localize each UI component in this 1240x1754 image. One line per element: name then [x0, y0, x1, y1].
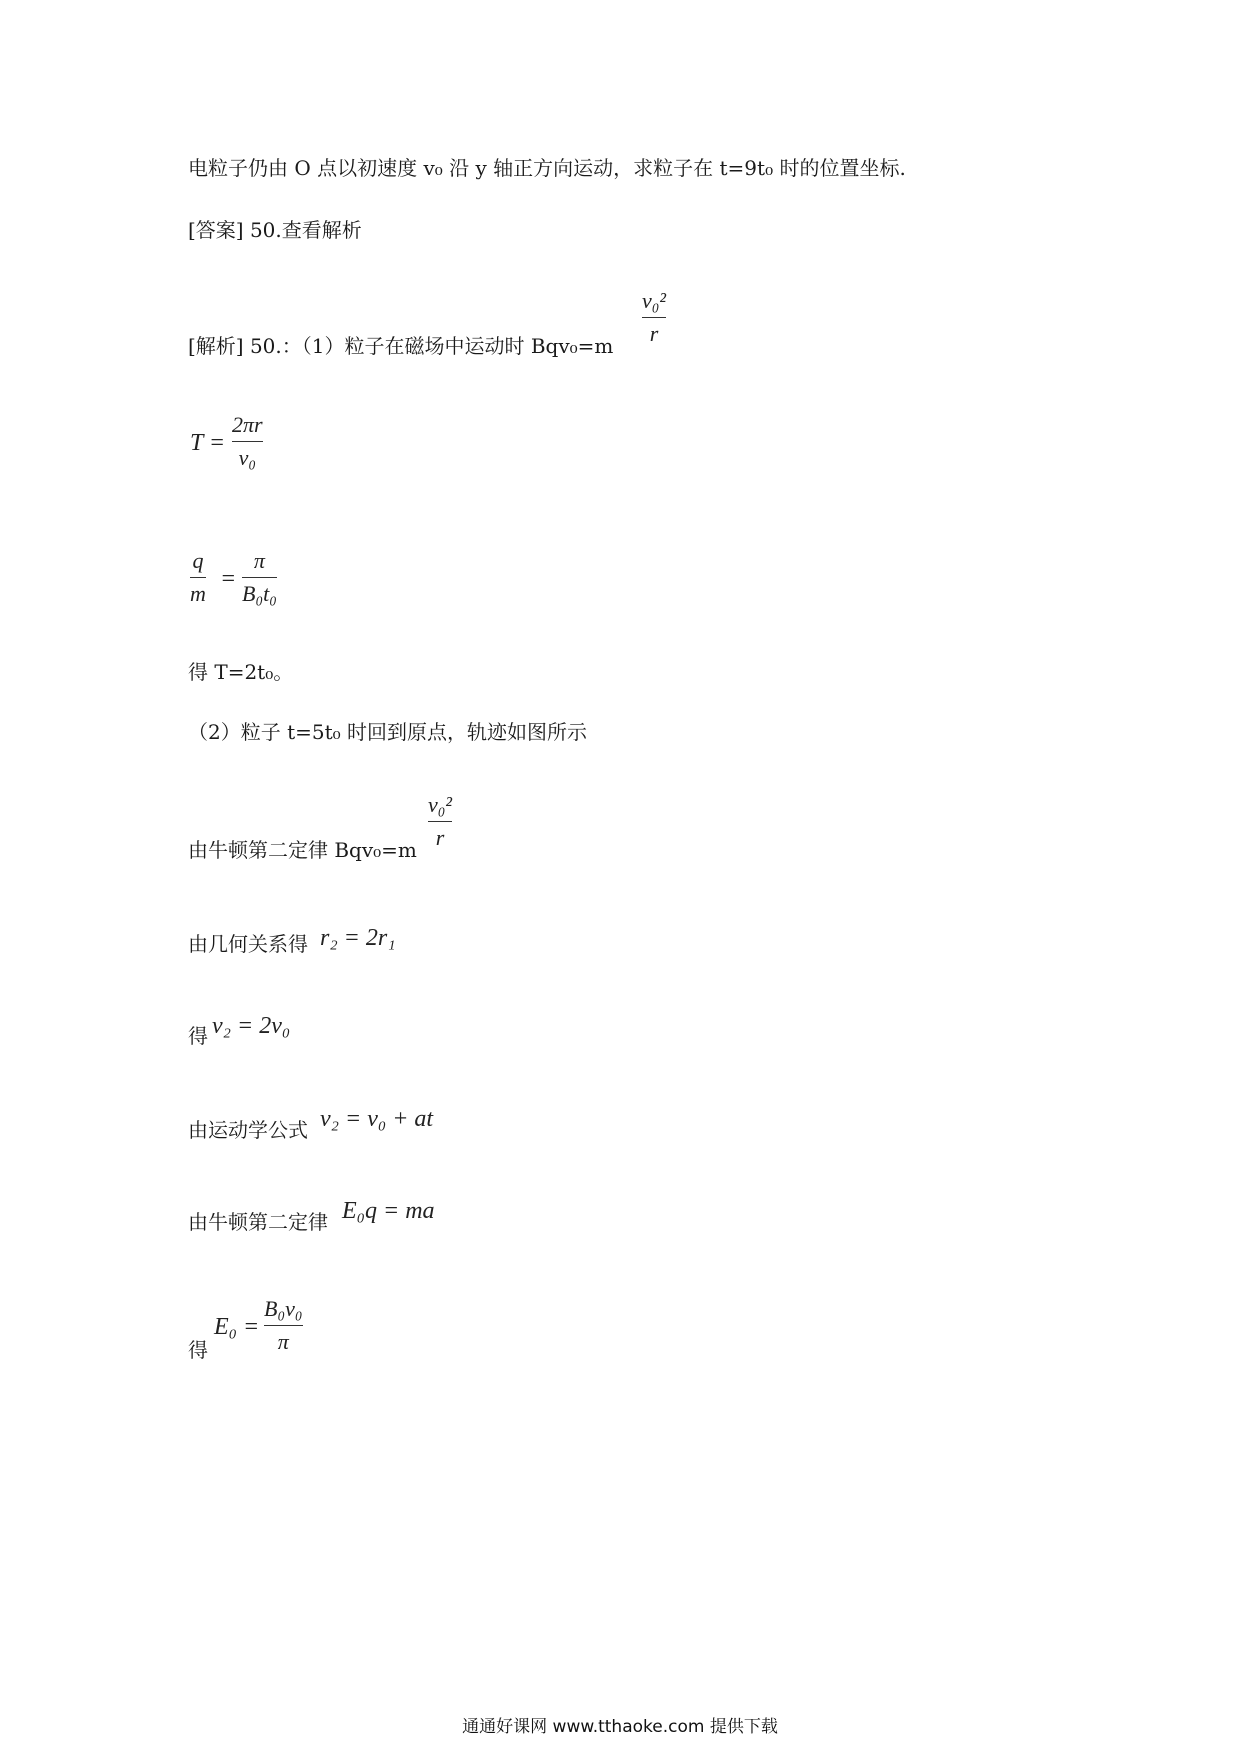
formula-equals: = [220, 566, 237, 592]
fraction-numerator: v₀² [642, 288, 667, 313]
fraction-bar [242, 577, 277, 578]
formula-v2-eq-2v0: v₂ = 2v₀ [212, 1013, 291, 1039]
analysis-line: [解析] 50.：（1）粒子在磁场中运动时 Bqv₀=m [188, 334, 614, 358]
page-footer: 通通好课网 www.tthaoke.com 提供下载 [462, 1717, 778, 1737]
result-T-line: 得 T=2t₀。 [188, 660, 294, 684]
formula-E0-lhs: E₀ = [214, 1314, 260, 1340]
formula-r2-eq-2r1: r₂ = 2r₁ [320, 925, 396, 951]
formula-E0q-eq-ma: E₀q = ma [342, 1198, 435, 1224]
fraction-denominator: m [190, 581, 206, 606]
newton-law-line-1: 由牛顿第二定律 Bqv₀=m [188, 838, 417, 862]
formula-pi-over-B0t0 [242, 548, 277, 607]
formula-T-lhs: T = [190, 430, 226, 456]
fraction-denominator: B₀t₀ [242, 581, 277, 606]
fraction-numerator: B₀v₀ [264, 1296, 303, 1321]
part2-line: （2）粒子 t=5t₀ 时回到原点，轨迹如图所示 [188, 720, 588, 744]
geometry-line: 由几何关系得 [188, 932, 308, 956]
fraction-numerator: q [192, 548, 204, 573]
kinematics-line: 由运动学公式 [188, 1118, 308, 1142]
fraction-bar [264, 1325, 303, 1326]
fraction-numerator: v₀² [428, 792, 453, 817]
formula-B0v0-over-pi [264, 1296, 303, 1355]
result-E0-line: 得 [188, 1338, 208, 1362]
fraction-denominator: r [435, 825, 445, 850]
formula-v2-eq-v0-plus-at: v₂ = v₀ + at [320, 1106, 434, 1132]
fraction-bar [232, 441, 263, 442]
fraction-numerator: 2πr [232, 412, 263, 437]
fraction-bar [428, 821, 452, 822]
formula-T-fraction [232, 412, 263, 471]
result-v2-line: 得 [188, 1024, 208, 1048]
fraction-numerator: π [253, 548, 265, 573]
answer-line: [答案] 50.查看解析 [188, 218, 362, 242]
newton-law-line-2: 由牛顿第二定律 [188, 1210, 328, 1234]
fraction-bar [190, 577, 206, 578]
fraction-denominator: r [649, 321, 659, 346]
fraction-denominator: v₀ [238, 445, 256, 470]
formula-q-over-m [190, 548, 206, 607]
fraction-denominator: π [277, 1329, 289, 1354]
fraction-bar [642, 317, 666, 318]
formula-v0sq-over-r-2 [428, 792, 452, 851]
problem-text: 电粒子仍由 O 点以初速度 v₀ 沿 y 轴正方向运动，求粒子在 t=9t₀ 时的位置坐标. [188, 156, 906, 180]
formula-v0sq-over-r-1 [642, 288, 666, 347]
